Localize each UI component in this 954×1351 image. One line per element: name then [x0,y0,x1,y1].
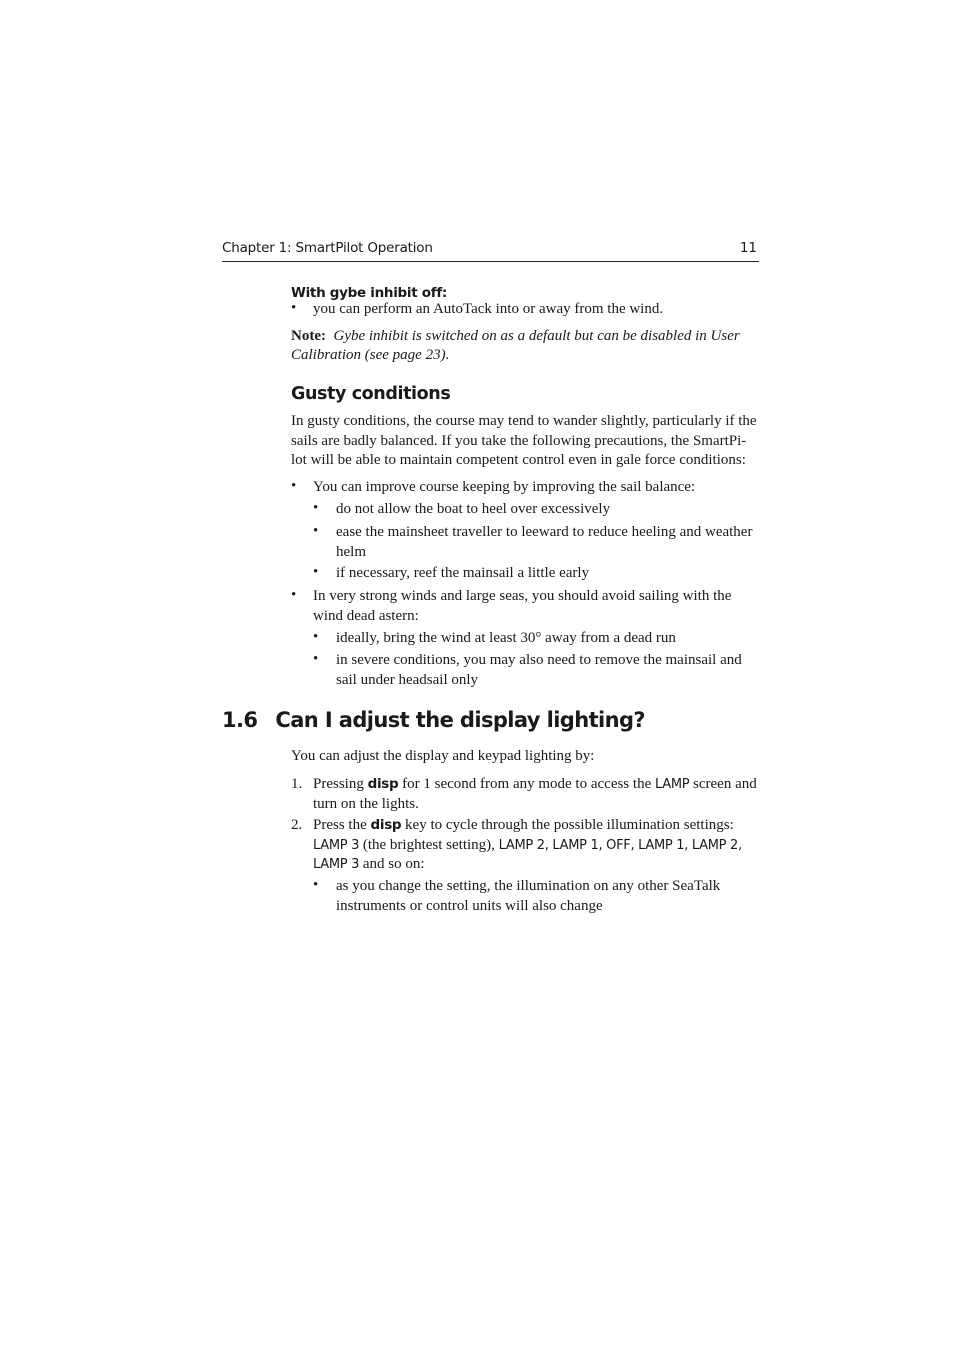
step-1-text: for 1 second from any mode to access the [398,776,655,792]
step-2-text: (the brightest setting), [359,836,499,853]
step-2 [313,816,763,875]
gusty-bullet-2-sub-2 [336,651,742,690]
step-1-number: 1. [291,776,303,792]
section-intro: You can adjust the display and keypad lighting by: [291,748,595,764]
step-2-text: and so on: [359,856,425,872]
gusty-bullet-1: You can improve course keeping by improving the sail balance: [313,479,696,495]
bullet-dot: • [313,500,319,516]
gusty-bullet-2-line: wind dead astern: [313,607,419,624]
step-1-line-2: turn on the lights. [313,795,419,812]
gusty-bullet-2 [313,587,731,626]
gusty-bullet-1-sub-2-line: helm [336,543,366,560]
gusty-bullet-2-line: In very strong winds and large seas, you should avoid sailing with the [313,588,732,604]
lamp-setting: LAMP 3 [313,857,360,872]
gusty-para-line: sails are badly balanced. If you take the following precautions, the SmartPi- [291,432,747,449]
gusty-heading: Gusty conditions [291,384,451,404]
gusty-para-line: In gusty conditions, the course may tend to wander slightly, particularly if the [291,413,757,429]
bullet-dot: • [313,877,319,893]
step-2-sub-line: instruments or control units will also change [336,897,603,914]
bullet-dot: • [291,300,297,316]
bullet-dot: • [313,629,319,645]
page-header [222,239,759,262]
gusty-bullet-1-sub-2-line: ease the mainsheet traveller to leeward to reduce heeling and weather [336,524,753,540]
lamp-setting: LAMP 3 [313,837,360,853]
step-1 [313,775,763,814]
chapter-title: Chapter 1: SmartPilot Operation [222,240,433,256]
lamp-sequence: LAMP 2, LAMP 1, OFF, LAMP 1, LAMP 2, [498,837,742,853]
section-heading [222,708,645,732]
step-2-text: key to cycle through the possible illumination settings: [401,817,734,833]
bullet-dot: • [291,587,297,603]
section-number: 1.6 [222,708,258,732]
gusty-bullet-2-sub-2-line: in severe conditions, you may also need to remove the mainsail and [336,652,742,668]
step-2-number: 2. [291,817,303,833]
bullet-dot: • [313,523,319,539]
bullet-dot: • [291,478,297,494]
step-2-sub-bullet [336,877,720,916]
gusty-bullet-2-sub-2-line: sail under headsail only [336,671,479,688]
note-line-1 [291,327,740,347]
step-1-line-1 [313,775,763,795]
step-2-line-1 [313,816,763,836]
step-1-text: screen and [689,776,757,792]
step-2-line-3 [313,855,763,875]
step-2-text: Press the [313,817,371,833]
gusty-bullet-1-sub-3: if necessary, reef the mainsail a little early [336,565,590,581]
section-title: Can I adjust the display lighting? [275,708,645,732]
bullet-dot: • [313,651,319,667]
gybe-off-bullet: you can perform an AutoTack into or away from the wind. [313,301,664,317]
note-line-2 [291,346,449,366]
step-2-line-2 [313,836,763,856]
note-text-1: Gybe inhibit is switched on as a default but can be disabled in User [333,328,740,344]
disp-key-label: disp [370,817,402,833]
gusty-paragraph [291,412,761,471]
disp-key-label: disp [367,776,399,792]
step-1-text: Pressing [313,776,368,792]
bullet-dot: • [313,564,319,580]
gusty-bullet-1-sub-1: do not allow the boat to heel over excessively [336,501,611,517]
page-number: 11 [739,240,757,256]
note-label: Note: [291,328,326,344]
gybe-off-heading: With gybe inhibit off: [291,285,448,301]
note-text-2: Calibration (see page 23). [291,347,450,363]
lamp-label: LAMP [654,777,690,792]
gusty-para-line: lot will be able to maintain competent control even in gale force conditions: [291,452,746,468]
gusty-bullet-1-sub-2 [336,523,752,562]
gusty-bullet-2-sub-1: ideally, bring the wind at least 30° away from a dead run [336,630,676,646]
step-2-sub-line: as you change the setting, the illumination on any other SeaTalk [336,878,721,894]
